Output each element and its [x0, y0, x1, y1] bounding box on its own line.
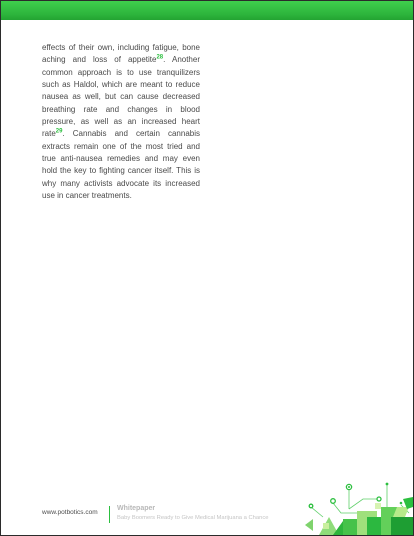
footnote-ref-29[interactable]: 29: [55, 128, 63, 135]
footer-document-type: Whitepaper: [117, 505, 156, 512]
header-bar: [1, 1, 413, 20]
body-text-segment-3: . Cannabis and certain cannabis extracts remain one of the most tried and true anti-nausea remedies and may even hold the key to fighting cancer itself. This is why many activists advocate its increased use in cancer treatments.: [42, 129, 200, 201]
body-text-segment-1: effects of their own, including fatigue, bone aching and loss of appetite: [42, 43, 200, 65]
footer-website-link[interactable]: www.potbotics.com: [42, 509, 98, 516]
body-text-segment-2: . Another common approach is to use tranquilizers such as Haldol, which are meant to reduce nausea as well, but can cause decreased breathing rate and changes in blood pressure, as well as an increased heart rate: [42, 55, 200, 139]
footer-divider: [109, 506, 110, 523]
body-paragraph: [42, 42, 200, 202]
footnote-ref-28[interactable]: 28: [156, 54, 164, 61]
circuit-decoration-graphic: [283, 477, 413, 535]
footer-document-title: Baby Boomers Ready to Give Medical Marijuana a Chance: [117, 515, 269, 521]
